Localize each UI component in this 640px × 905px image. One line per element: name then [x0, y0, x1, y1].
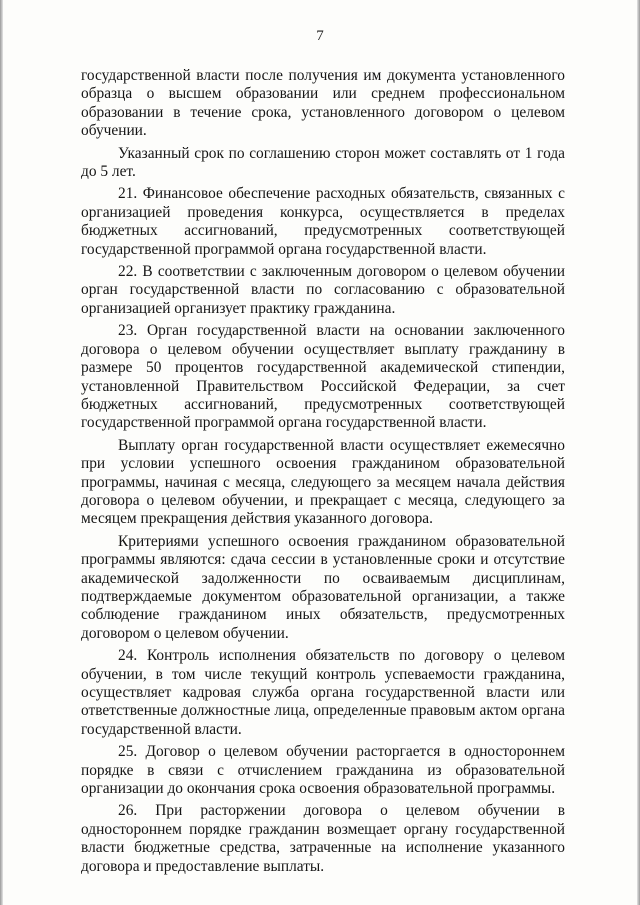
paragraph-23: 23. Орган государственной власти на основании заключенного договора о целевом обучении осуществляет выплату гражданину в размере 50 процентов государственной академической стипендии, установленной Правительством Российской Федерации, за счет бюджетных ассигнований, предусмотренных соответствующей государственной программой органа государственной власти. [81, 322, 565, 432]
paragraph-22: 22. В соответствии с заключенным договором о целевом обучении орган государственной власти по согласованию с образовательной организацией организует практику гражданина. [81, 263, 565, 317]
paragraph-26: 26. При расторжении договора о целевом обучении в одностороннем порядке гражданин возмещает органу государственной власти бюджетные средства, затраченные на исполнение указанного договора и предоставление выплаты. [81, 802, 565, 875]
paragraph-23-payment: Выплату орган государственной власти осуществляет ежемесячно при условии успешного освоения гражданином образовательной программы, начиная с месяца, следующего за месяцем начала действия договора о целевом обучении, и прекращает с месяца, следующего за месяцем прекращения действия указанного договора. [81, 436, 565, 528]
page-number: 7 [316, 28, 324, 44]
paragraph-24: 24. Контроль исполнения обязательств по договору о целевом обучении, в том числе текущий контроль успеваемости гражданина, осуществляет кадровая служба органа государственной власти или ответственные должностные лица, определенные правовым актом органа государственной власти. [81, 647, 565, 738]
paragraph-term-duration: Указанный срок по соглашению сторон может составлять от 1 года до 5 лет. [81, 144, 565, 181]
paragraph-21: 21. Финансовое обеспечение расходных обязательств, связанных с организацией проведения конкурса, осуществляется в пределах бюджетных ассигнований, предусмотренных соответствующей государственной программой органа государственной власти. [81, 185, 565, 258]
document-body [81, 67, 565, 880]
paragraph-23-criteria: Критериями успешного освоения гражданином образовательной программы являются: сдача сессии в установленные сроки и отсутствие академической задолженности по осваиваемым дисциплинам, подтверждаемые документом образовательной организации, а также соблюдение гражданином иных обязательств, предусмотренных договором о целевом обучении. [81, 532, 565, 642]
paragraph-25: 25. Договор о целевом обучении расторгается в одностороннем порядке в связи с отчислением гражданина из образовательной организации до окончания срока освоения образовательной программы. [81, 743, 565, 798]
paragraph-continuation: государственной власти после получения им документа установленного образца о высшем образовании или среднем профессиональном образовании в течение срока, установленного договором о целевом обучении. [81, 67, 565, 140]
scan-edge-left [0, 0, 3, 905]
